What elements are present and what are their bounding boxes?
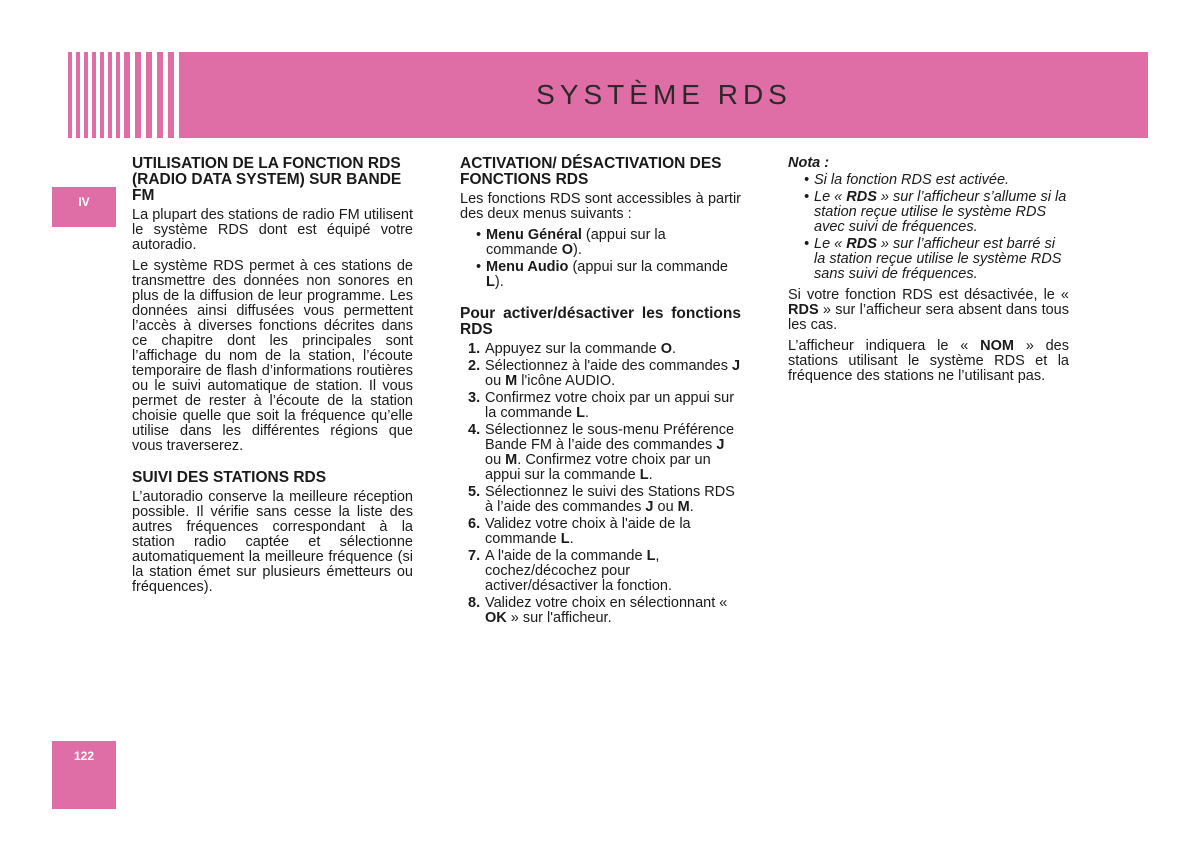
list-item: • Menu Audio (appui sur la commande L). [476, 260, 741, 290]
paragraph-intro: La plupart des stations de radio FM utilisent le système RDS dont est équipé votre autoradio. [132, 207, 413, 253]
heading-utilisation: UTILISATION DE LA FONCTION RDS (RADIO DATA SYSTEM) SUR BANDE FM [132, 155, 402, 204]
paragraph-menus-intro: Les fonctions RDS sont accessibles à partir des deux menus suivants : [460, 191, 741, 222]
paragraph-nom: L’afficheur indiquera le « NOM » des stations utilisant le système RDS et la fréquence des stations ne l’utilisant pas. [788, 338, 1069, 384]
heading-pour-activer: Pour activer/désactiver les fonctions RDS [460, 305, 741, 338]
step-item: 3. Confirmez votre choix par un appui sur la commande L. [468, 390, 735, 421]
column-middle [460, 156, 741, 628]
paragraph-rds-description: Le système RDS permet à ces stations de transmettre des données non sonores en plus de la diffusion de leur programme. Les données ainsi diffusées vous permettent l’accès à diverses fonctions décrites dans ce chapitre dont les principales sont l’affichage du nom de la station, l’écoute temporaire de flash d’informations routières ou le suivi automatique de station. Il vous permet de rester à l’écoute de la station choisie quelle que soit la fréquence qu’elle utilise dans les différentes régions que vous traverserez. [132, 258, 413, 454]
nota-title: Nota : [788, 155, 830, 171]
nota-item: • Le « RDS » sur l’afficheur est barré si la station reçue utilise le système RDS sans suivi de fréquences. [804, 237, 1069, 282]
nota-item: • Si la fonction RDS est activée. [804, 173, 1069, 188]
step-item: 1. Appuyez sur la commande O. [468, 341, 677, 357]
menu-list [460, 228, 741, 290]
step-item: 2. Sélectionnez à l'aide des commandes J ou M l'icône AUDIO. [468, 358, 741, 389]
heading-suivi: SUIVI DES STATIONS RDS [132, 469, 327, 486]
nota-list [788, 173, 1069, 282]
header-bar [68, 52, 1148, 138]
paragraph-suivi: L’autoradio conserve la meilleure réception possible. Il vérifie sans cesse la liste des autres fréquences correspondant à la station radio captée et sélectionne automatiquement la meilleure fréquence (si la station émet sur plusieurs émetteurs ou fréquences). [132, 489, 413, 595]
steps-list [460, 342, 741, 626]
page-title: SYSTÈME RDS [536, 79, 792, 110]
paragraph-desactivee: Si votre fonction RDS est désactivée, le « RDS » sur l’afficheur sera absent dans tous les cas. [788, 287, 1069, 333]
nota-item: • Le « RDS » sur l’afficheur s’allume si la station reçue utilise le système RDS avec suivi de fréquences. [804, 190, 1069, 235]
column-right [788, 156, 1069, 390]
step-item: 5. Sélectionnez le suivi des Stations RDS à l’aide des commandes J ou M. [468, 484, 735, 515]
header-stripes [68, 52, 180, 138]
column-left [132, 156, 413, 601]
step-item: 4. Sélectionnez le sous-menu Préférence Bande FM à l’aide des commandes J ou M. Confirmez votre choix par un appui sur la commande L. [468, 422, 735, 483]
page-number: 122 [52, 741, 116, 809]
chapter-tab: IV [52, 187, 116, 227]
step-item: 6. Validez votre choix à l'aide de la commande L. [468, 516, 691, 547]
step-item: 7. A l'aide de la commande L, cochez/décochez pour activer/désactiver la fonction. [468, 548, 672, 594]
list-item: • Menu Général (appui sur la commande O). [476, 228, 741, 258]
step-item: 8. Validez votre choix en sélectionnant « OK » sur l'afficheur. [468, 595, 728, 626]
heading-activation: ACTIVATION/ DÉSACTIVATION DES FONCTIONS RDS [460, 155, 722, 188]
